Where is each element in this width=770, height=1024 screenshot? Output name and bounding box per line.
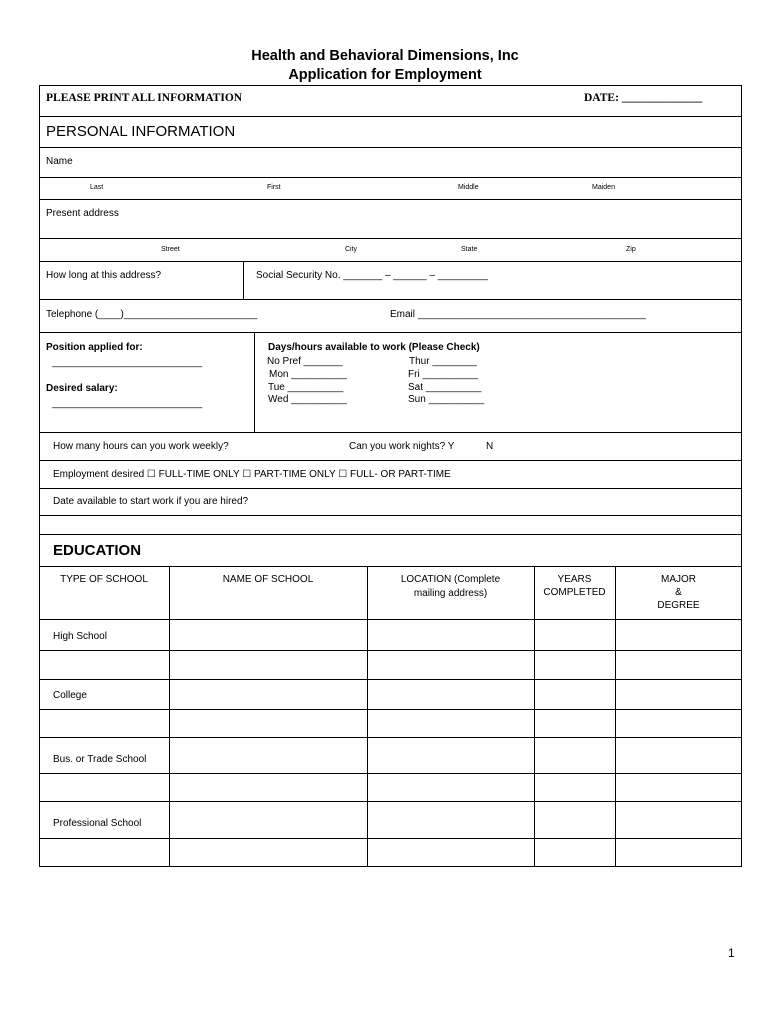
column-divider (534, 566, 535, 866)
address-part-zip: Zip (626, 246, 636, 253)
table-row-divider (39, 650, 742, 651)
col-name: NAME OF SCHOOL (222, 574, 314, 585)
table-row-divider (39, 773, 742, 774)
day-mon[interactable]: Mon __________ (269, 369, 347, 380)
column-divider (367, 566, 368, 866)
page-number: 1 (728, 946, 735, 960)
divider (39, 488, 742, 489)
day-no-pref[interactable]: No Pref _______ (267, 356, 343, 367)
form-title: Application for Employment (288, 67, 482, 83)
divider (39, 619, 742, 620)
employment-desired[interactable]: Employment desired ☐ FULL-TIME ONLY ☐ PART-TIME ONLY ☐ FULL- OR PART-TIME (53, 469, 451, 480)
col-major-2: & (675, 587, 682, 598)
company-name: Health and Behavioral Dimensions, Inc (251, 48, 519, 64)
col-major-3: DEGREE (657, 600, 700, 611)
divider (39, 199, 742, 200)
how-long-label: How long at this address? (46, 270, 162, 281)
nights-label[interactable]: Can you work nights? Y (349, 441, 455, 452)
day-sat[interactable]: Sat __________ (408, 382, 482, 393)
name-part-middle: Middle (458, 184, 479, 191)
day-sun[interactable]: Sun __________ (408, 394, 485, 405)
column-divider (169, 566, 170, 866)
hours-weekly-label: How many hours can you work weekly? (53, 441, 229, 452)
divider (39, 332, 742, 333)
start-date-label: Date available to start work if you are hired? (53, 496, 249, 507)
divider (39, 534, 742, 535)
date-field[interactable]: DATE: ______________ (584, 92, 703, 104)
position-line[interactable]: ___________________________ (52, 357, 203, 368)
address-part-street: Street (161, 246, 180, 253)
divider (39, 432, 742, 433)
address-part-city: City (345, 246, 358, 253)
day-tue[interactable]: Tue __________ (268, 382, 344, 393)
table-row-divider (39, 709, 742, 710)
divider (39, 460, 742, 461)
day-thur[interactable]: Thur ________ (409, 356, 477, 367)
divider (39, 566, 742, 567)
col-major-1: MAJOR (661, 574, 696, 585)
divider (39, 261, 742, 262)
day-wed[interactable]: Wed __________ (268, 394, 347, 405)
col-years-1: YEARS (557, 574, 592, 585)
email-field[interactable]: Email _________________________________________ (390, 309, 646, 320)
education-heading: EDUCATION (53, 542, 142, 559)
name-part-last: Last (90, 184, 104, 191)
name-part-first: First (267, 184, 281, 191)
address-input[interactable] (130, 205, 730, 233)
divider (39, 177, 742, 178)
table-row-divider (39, 838, 742, 839)
school-type-professional: Professional School (53, 818, 142, 829)
school-type-trade: Bus. or Trade School (53, 754, 147, 765)
table-row-divider (39, 801, 742, 802)
divider (39, 515, 742, 516)
col-location-2: mailing address) (413, 588, 488, 599)
address-part-state: State (461, 246, 478, 253)
day-fri[interactable]: Fri __________ (408, 369, 479, 380)
divider (39, 299, 742, 300)
personal-info-heading: PERSONAL INFORMATION (46, 123, 236, 140)
school-type-college: College (53, 690, 87, 701)
column-divider (615, 566, 616, 866)
col-type: TYPE OF SCHOOL (60, 574, 148, 585)
col-location-1: LOCATION (Complete (400, 574, 501, 585)
name-label: Name (46, 156, 73, 167)
nights-no[interactable]: N (486, 441, 494, 452)
print-instruction: PLEASE PRINT ALL INFORMATION (46, 92, 243, 104)
availability-heading: Days/hours available to work (Please Check) (268, 342, 480, 353)
col-years-2: COMPLETED (543, 587, 606, 598)
divider (243, 261, 244, 299)
table-row-divider (39, 679, 742, 680)
school-type-high-school: High School (53, 631, 107, 642)
salary-line[interactable]: ___________________________ (52, 398, 203, 409)
divider (254, 332, 255, 432)
telephone-field[interactable]: Telephone (____)________________________ (46, 309, 258, 320)
divider (39, 147, 742, 148)
table-row-divider (39, 737, 742, 738)
divider (39, 238, 742, 239)
position-label: Position applied for: (46, 342, 143, 353)
name-part-maiden: Maiden (592, 184, 615, 191)
ssn-field[interactable]: Social Security No. _______ – ______ – _________ (256, 270, 488, 281)
divider (39, 116, 742, 117)
address-label: Present address (46, 208, 119, 219)
name-input[interactable] (90, 152, 730, 172)
salary-label: Desired salary: (46, 383, 118, 394)
